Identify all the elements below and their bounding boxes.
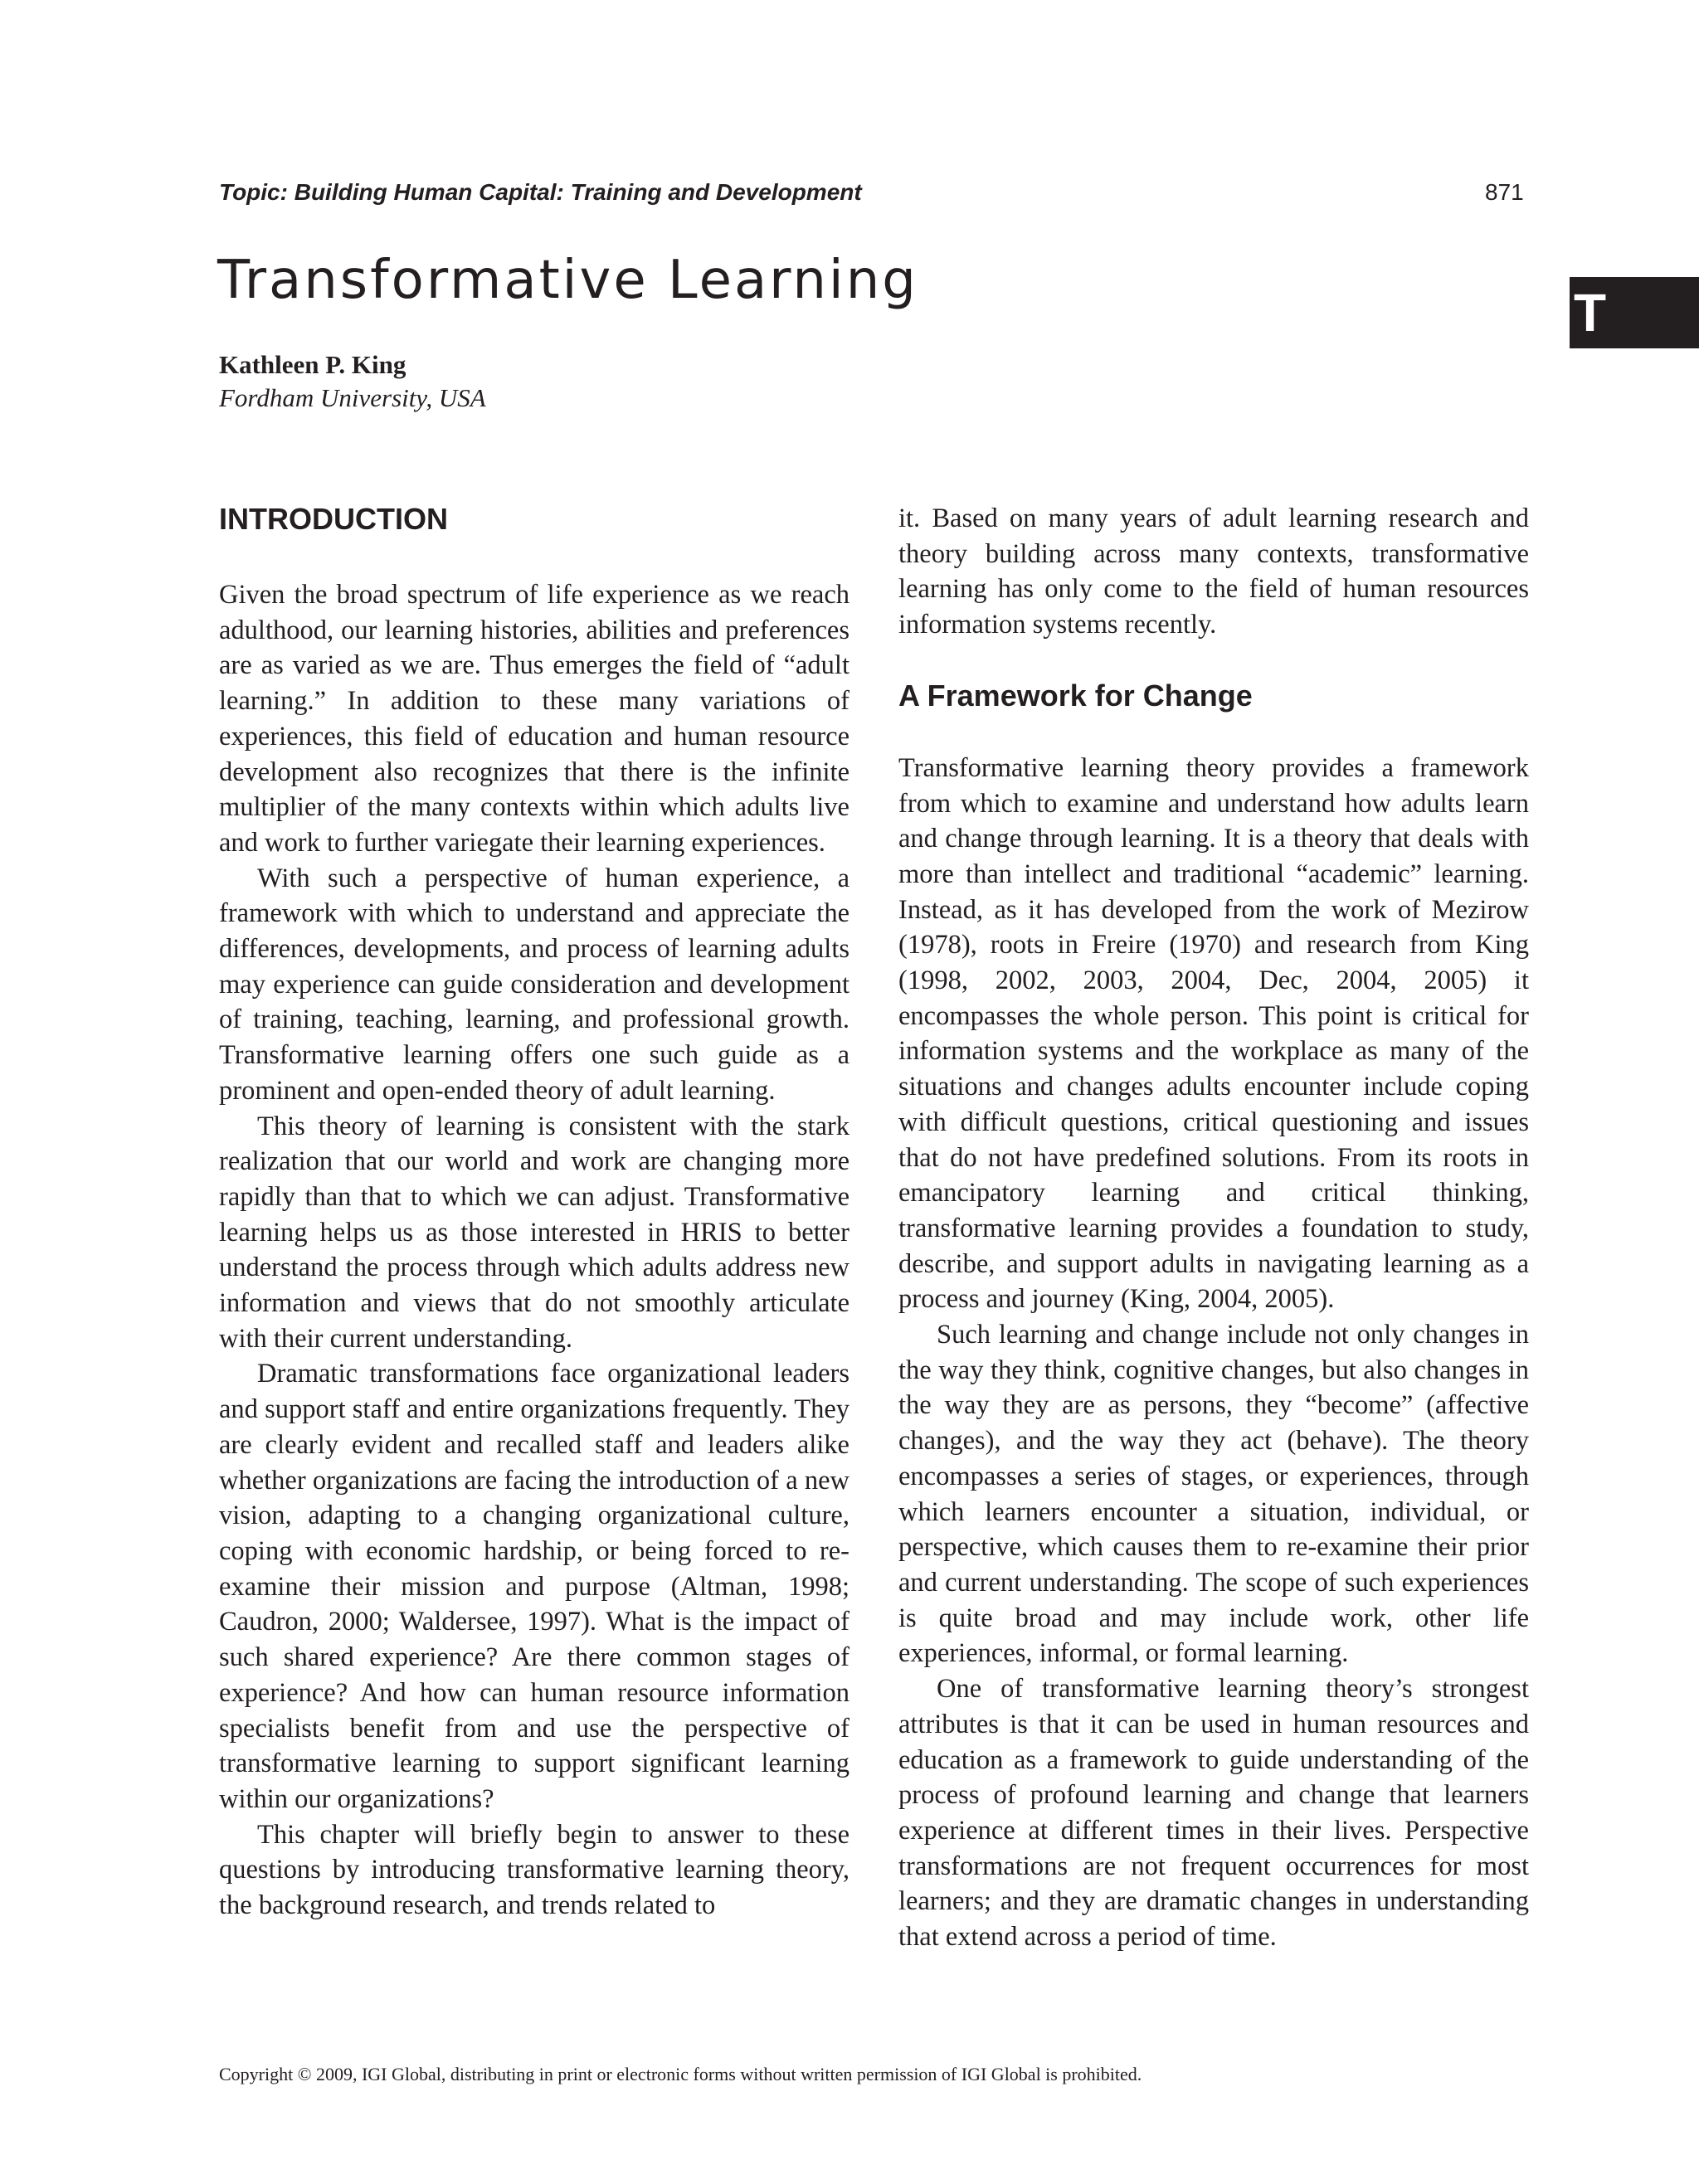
page-number: 871	[1485, 179, 1524, 205]
paragraph: This chapter will briefly begin to answer to these questions by introducing transformative learning theory, the background research, and trends related to	[219, 1819, 850, 1921]
section-heading-framework: A Framework for Change	[898, 678, 1253, 713]
paragraph: Such learning and change include not only changes in the way they think, cognitive changes, but also changes in the way they are as persons, they “become” (affective changes), and the way they act (behave). The theory encompasses a series of stages, or experiences, through which learners encounter a situation, individual, or perspective, which causes them to re-examine their prior and current understanding. The scope of such experiences is quite broad and may include work, other life experiences, informal, or formal learning.	[898, 1320, 1529, 1669]
author-affiliation: Fordham University, USA	[219, 383, 486, 412]
author-name: Kathleen P. King	[219, 350, 406, 379]
paragraph: With such a perspective of human experience, a framework with which to understand and appreciate the differences, developments, and process of learning adults may experience can guide consideration and development of training, teaching, learning, and professional growth. Transformative learning offers one such guide as a prominent and open-ended theory of adult learning.	[219, 863, 850, 1106]
paragraph: Dramatic transformations face organizational leaders and support staff and entire organizations frequently. They are clearly evident and recalled staff and leaders alike whether organizations are facing the introduction of a new vision, adapting to a changing organizational culture, coping with economic hardship, or being forced to re-examine their mission and purpose (Altman, 1998; Caudron, 2000; Waldersee, 1997). What is the impact of such shared experience? Are there common stages of experience? And how can human resource information specialists benefit from and use the perspective of transformative learning to support significant learning within our organizations?	[219, 1359, 850, 1814]
paragraph-continuation: it. Based on many years of adult learning research and theory building across many contexts, transformative learning has only come to the field of human resources information systems recently.	[898, 503, 1529, 640]
author-block	[219, 348, 486, 415]
paragraph: Transformative learning theory provides a framework from which to examine and understand how adults learn and change through learning. It is a theory that deals with more than intellect and traditional “academic” learning. Instead, as it has developed from the work of Mezirow (1978), roots in Freire (1970) and research from King (1998, 2002, 2003, 2004, Dec, 2004, 2005) it encompasses the whole person. This point is critical for information systems and the workplace as many of the situations and changes adults encounter include coping with difficult questions, critical questioning and issues that do not have predefined solutions. From its roots in emancipatory learning and critical thinking, transformative learning provides a foundation to study, describe, and support adults in navigating learning as a process and journey (King, 2004, 2005).	[898, 752, 1529, 1315]
paragraph: This theory of learning is consistent with the stark realization that our world and work are changing more rapidly than that to which we can adjust. Transformative learning helps us as those interested in HRIS to better understand the process through which adults address new information and views that do not smoothly articulate with their current understanding.	[219, 1111, 850, 1354]
copyright-notice: Copyright © 2009, IGI Global, distributing in print or electronic forms without written permission of IGI Global is prohibited.	[219, 2064, 1142, 2084]
section-tab: T	[1570, 277, 1699, 348]
section-heading-introduction: INTRODUCTION	[219, 502, 448, 536]
paragraph: Given the broad spectrum of life experience as we reach adulthood, our learning histories, abilities and preferences are as varied as we are. Thus emerges the field of “adult learning.” In addition to these many variations of experiences, this field of education and human resource development also recognizes that there is the infinite multiplier of the many contexts within which adults live and work to further variegate their learning experiences.	[219, 580, 850, 858]
paragraph: One of transformative learning theory’s strongest attributes is that it can be used in human resources and education as a framework to guide understanding of the process of profound learning and change that learners experience at different times in their lives. Perspective transformations are not frequent occurrences for most learners; and they are dramatic changes in understanding that extend across a period of time.	[898, 1674, 1529, 1953]
running-header-topic: Topic: Building Human Capital: Training and Development	[219, 179, 862, 205]
left-column	[219, 501, 850, 1924]
chapter-title: Transformative Learning	[217, 250, 918, 311]
right-column	[898, 501, 1529, 1955]
